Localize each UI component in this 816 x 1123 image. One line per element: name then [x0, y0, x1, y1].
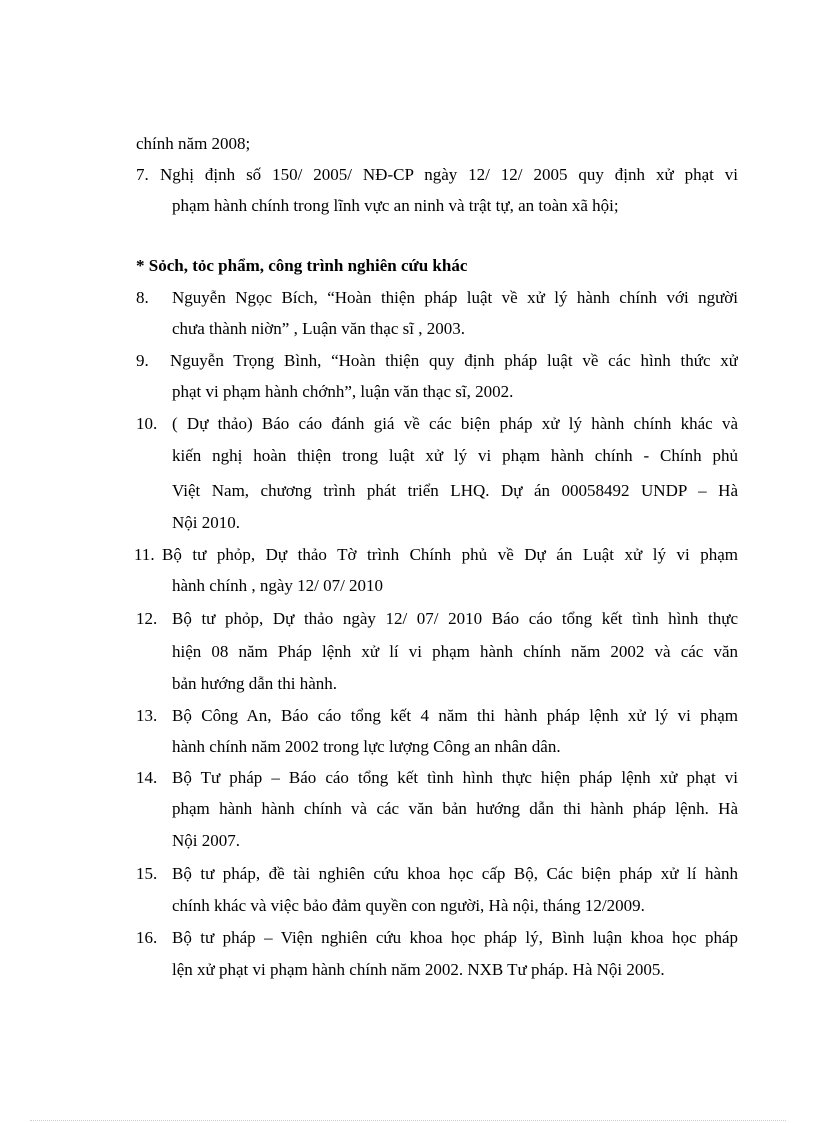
item-text-line: bản hướng dẫn thi hành. [172, 674, 338, 693]
item-text-line: Bộ tư pháp – Viện nghiên cứu khoa học pháp lý, Bình luận khoa học pháp [172, 928, 738, 947]
item-text-line: Bộ Tư pháp – Báo cáo tổng kết tình hình thực hiện pháp lệnh xử phạt vi [172, 768, 738, 787]
item-text-line: hiện 08 năm Pháp lệnh xử lí vi phạm hành chính năm 2002 và các văn [172, 642, 738, 661]
item-text-line: kiến nghị hoàn thiện trong luật xử lý vi phạm hành chính - Chính phủ [172, 446, 738, 465]
item-text-line: Bộ tư phỏp, Dự thảo ngày 12/ 07/ 2010 Báo cáo tổng kết tình hình thực [172, 609, 738, 628]
item-text-line: Nội 2007. [172, 831, 240, 850]
item-text-line: hành chính , ngày 12/ 07/ 2010 [172, 576, 384, 595]
item-number: 16. [136, 928, 158, 947]
item-number: 11. [134, 545, 155, 564]
item-text-line: Bộ tư phỏp, Dự thảo Tờ trình Chính phủ về Dự án Luật xử lý vi phạm [162, 545, 738, 564]
item-number: 10. [136, 414, 158, 433]
item-text-line: hành chính năm 2002 trong lực lượng Công an nhân dân. [172, 737, 561, 756]
item-text-line: phạm hành chính trong lĩnh vực an ninh và trật tự, an toàn xã hội; [172, 196, 619, 215]
item-text-line: Nguyễn Trọng Bình, “Hoàn thiện quy định pháp luật về các hình thức xử [170, 351, 738, 370]
item-number: 7. [136, 165, 149, 184]
item-number: 9. [136, 351, 149, 370]
item-text-line: Việt Nam, chương trình phát triển LHQ. Dự án 00058492 UNDP – Hà [172, 481, 738, 500]
footer-dotted-rule [30, 1120, 786, 1121]
item-text-line: phạt vi phạm hành chớnh”, luận văn thạc sĩ, 2002. [172, 382, 514, 401]
item-number: 8. [136, 288, 149, 307]
item-text-line: chưa thành niờn” , Luận văn thạc sĩ , 2003. [172, 319, 465, 338]
item-text-line: Nguyễn Ngọc Bích, “Hoàn thiện pháp luật về xử lý hành chính với người [172, 288, 738, 307]
item-number: 15. [136, 864, 158, 883]
item-text-line: Bộ Công An, Báo cáo tổng kết 4 năm thi hành pháp lệnh xử lý vi phạm [172, 706, 738, 725]
continuation-line: chính năm 2008; [136, 134, 251, 153]
item-text-line: phạm hành hành chính và các văn bản hướng dẫn thi hành pháp lệnh. Hà [172, 799, 738, 818]
item-number: 13. [136, 706, 158, 725]
section-heading: * Sỏch, tỏc phẩm, công trình nghiên cứu khác [136, 256, 468, 275]
item-text-line: Bộ tư pháp, đề tài nghiên cứu khoa học cấp Bộ, Các biện pháp xử lí hành [172, 864, 738, 883]
item-text-line: ( Dự thảo) Báo cáo đánh giá về các biện pháp xử lý hành chính khác và [172, 414, 738, 433]
item-number: 12. [136, 609, 158, 628]
item-text-line: lện xử phạt vi phạm hành chính năm 2002. NXB Tư pháp. Hà Nội 2005. [172, 960, 665, 979]
item-text-line: Nội 2010. [172, 513, 240, 532]
item-text-line: chính khác và việc bảo đảm quyền con người, Hà nội, tháng 12/2009. [172, 896, 645, 915]
item-number: 14. [136, 768, 158, 787]
item-text-line: Nghị định số 150/ 2005/ NĐ-CP ngày 12/ 12/ 2005 quy định xử phạt vi [160, 165, 738, 184]
